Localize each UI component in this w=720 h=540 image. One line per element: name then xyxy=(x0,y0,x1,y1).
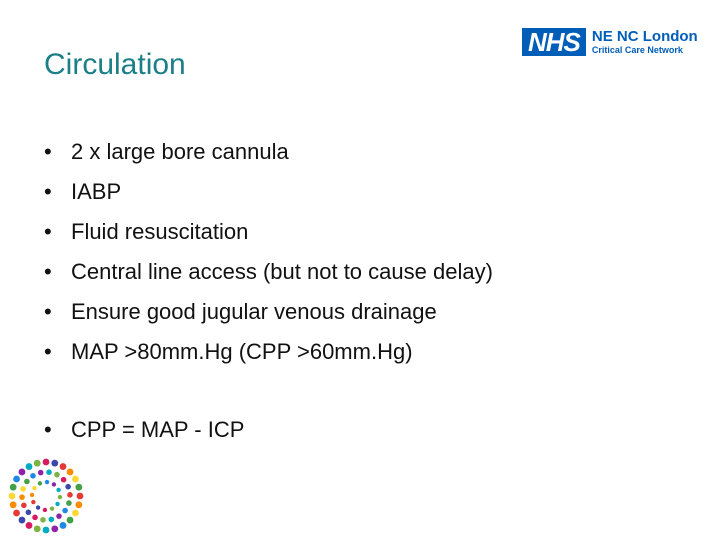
decorative-dot xyxy=(51,525,58,532)
decorative-dot xyxy=(32,486,36,490)
decorative-dot xyxy=(30,493,34,497)
decorative-dot xyxy=(32,515,38,521)
decorative-dot xyxy=(40,517,46,523)
slide-title: Circulation xyxy=(44,48,186,81)
decorative-dot xyxy=(45,480,49,484)
bullet-list xyxy=(44,132,493,372)
nhs-network-logo xyxy=(522,28,698,56)
decorative-dot xyxy=(75,484,82,491)
decorative-dot xyxy=(34,525,41,532)
decorative-dot xyxy=(26,522,33,529)
decorative-dot xyxy=(55,502,59,506)
formula-item: • CPP = MAP - ICP xyxy=(44,410,244,450)
decorative-dot xyxy=(13,510,20,517)
bullet-item: • IABP xyxy=(44,172,493,212)
decorative-dot xyxy=(26,463,33,470)
decorative-dot xyxy=(20,486,26,492)
decorative-dot xyxy=(43,459,50,466)
decorative-dot xyxy=(43,508,47,512)
bullet-item: • Ensure good jugular venous drainage xyxy=(44,292,493,332)
decorative-dot xyxy=(60,522,67,529)
decorative-dot xyxy=(62,508,68,514)
nhs-logo-box: NHS xyxy=(522,28,586,56)
decorative-dot xyxy=(34,460,41,467)
decorative-dot xyxy=(13,476,20,483)
decorative-dot xyxy=(75,501,82,508)
decorative-dot xyxy=(51,460,58,467)
decorative-dot xyxy=(67,517,74,524)
decorative-dot xyxy=(58,495,62,499)
decorative-dot xyxy=(43,527,50,534)
decorative-dot xyxy=(21,503,27,509)
decorative-dot xyxy=(19,469,26,476)
bullet-item: • Central line access (but not to cause delay) xyxy=(44,252,493,292)
decorative-dot xyxy=(49,517,55,523)
decorative-dot xyxy=(67,469,74,476)
decorative-dot xyxy=(19,494,25,500)
decorative-dot xyxy=(50,506,54,510)
decorative-dot xyxy=(77,493,84,500)
decorative-dot xyxy=(10,484,17,491)
decorative-dot xyxy=(54,472,60,478)
decorative-dot xyxy=(65,484,71,490)
network-name-line2: Critical Care Network xyxy=(591,44,683,55)
decorative-dot xyxy=(38,470,44,476)
decorative-dot xyxy=(72,476,79,483)
decorative-dot xyxy=(61,477,67,483)
decorative-dot xyxy=(72,510,79,517)
decorative-dot xyxy=(24,479,30,485)
bullet-item: • Fluid resuscitation xyxy=(44,212,493,252)
decorative-dot xyxy=(36,505,40,509)
decorative-dot xyxy=(56,488,60,492)
bullet-item: • 2 x large bore cannula xyxy=(44,132,493,172)
decorative-dot xyxy=(10,501,17,508)
decorative-dot xyxy=(31,500,35,504)
network-name-line1: NE NC London xyxy=(591,27,698,45)
decorative-dot xyxy=(60,463,67,470)
decorative-dot xyxy=(56,513,62,519)
bullet-item: • MAP >80mm.Hg (CPP >60mm.Hg) xyxy=(44,332,493,372)
decorative-dot xyxy=(67,492,73,498)
network-name xyxy=(592,29,698,56)
decorative-dot xyxy=(38,481,42,485)
decorative-dot xyxy=(52,482,56,486)
formula-list xyxy=(44,410,244,450)
decorative-dot xyxy=(26,510,32,516)
decorative-dot xyxy=(66,500,72,506)
decorative-dot-rings-icon xyxy=(6,456,86,536)
decorative-dot xyxy=(9,493,16,500)
decorative-dot xyxy=(30,473,36,479)
decorative-dot xyxy=(46,469,52,475)
decorative-dot xyxy=(19,517,26,524)
